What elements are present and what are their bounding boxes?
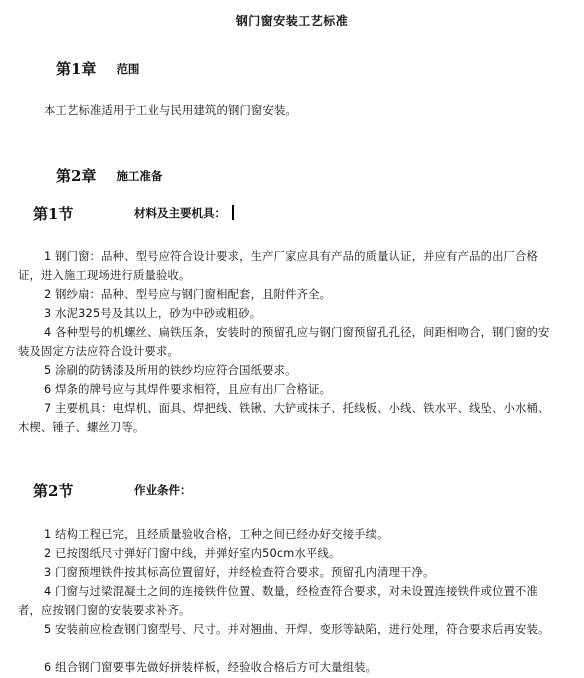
chapter-2-number: 第2章	[56, 167, 97, 185]
section-1-item-1: 1 钢门窗：品种、型号应符合设计要求，生产厂家应具有产品的质量认证，并应有产品的出厂合格证，进入施工现场进行质量验收。	[18, 250, 539, 282]
section-2-heading	[33, 480, 192, 501]
section-1-item-7: 7 主要机具：电焊机、面具、焊把线、铁锹、大铲或抹子、托线板、小线、铁水平、线坠、小水桶、木楔、锤子、螺丝刀等。	[18, 402, 550, 434]
chapter-2-heading	[56, 165, 162, 186]
section-2-item-3: 3 门窗预埋铁件按其标高位置留好，并经检查符合要求。预留孔内清理干净。	[44, 566, 435, 579]
section-2-name: 作业条件：	[134, 483, 192, 497]
chapter-1-name: 范围	[116, 62, 140, 76]
section-1-heading	[33, 203, 226, 224]
section-2-item-2: 2 已按图纸尺寸弹好门窗中线，并弹好室内50cm水平线。	[44, 547, 341, 560]
section-2-number: 第2节	[33, 482, 74, 500]
document-title: 钢门窗安装工艺标准	[235, 14, 349, 28]
text-cursor	[232, 205, 234, 220]
chapter-1-text: 本工艺标准适用于工业与民用建筑的钢门窗安装。	[44, 104, 297, 117]
section-1-number: 第1节	[33, 205, 74, 223]
section-1-name: 材料及主要机具：	[134, 206, 226, 220]
section-2-item-6: 6 组合钢门窗要事先做好拼装样板，经验收合格后方可大量组装。	[44, 661, 378, 674]
chapter-1-heading	[56, 58, 139, 79]
section-1-name-wrap	[134, 205, 234, 221]
section-1-item-2: 2 钢纱扇：品种、型号应与钢门窗相配套，且附件齐全。	[44, 288, 332, 301]
section-2-item-4: 4 门窗与过梁混凝土之间的连接铁件位置、数量，经检查符合要求，对未设置连接铁件或位置不准者，应按钢门窗的安装要求补齐。	[18, 585, 539, 617]
section-1-item-5: 5 涂刷的防锈漆及所用的铁纱均应符合国纸要求。	[44, 364, 297, 377]
section-2-item-1: 1 结构工程已完，且经质量验收合格，工种之间已经办好交接手续。	[44, 528, 389, 541]
section-2-item-5: 5 安装前应检查钢门窗型号、尺寸。并对翘曲、开焊、变形等缺陷，进行处理，符合要求后再安装。	[44, 623, 550, 636]
chapter-2-name: 施工准备	[116, 169, 163, 183]
section-1-item-4: 4 各种型号的机螺丝、扁铁压条，安装时的预留孔应与钢门窗预留孔孔径，间距相吻合，钢门窗的安装及固定方法应符合设计要求。	[18, 326, 550, 358]
section-1-item-6: 6 焊条的牌号应与其焊件要求相符，且应有出厂合格证。	[44, 383, 332, 396]
section-1-item-3: 3 水泥325号及其以上，砂为中砂或粗砂。	[44, 307, 262, 320]
chapter-1-number: 第1章	[56, 60, 97, 78]
